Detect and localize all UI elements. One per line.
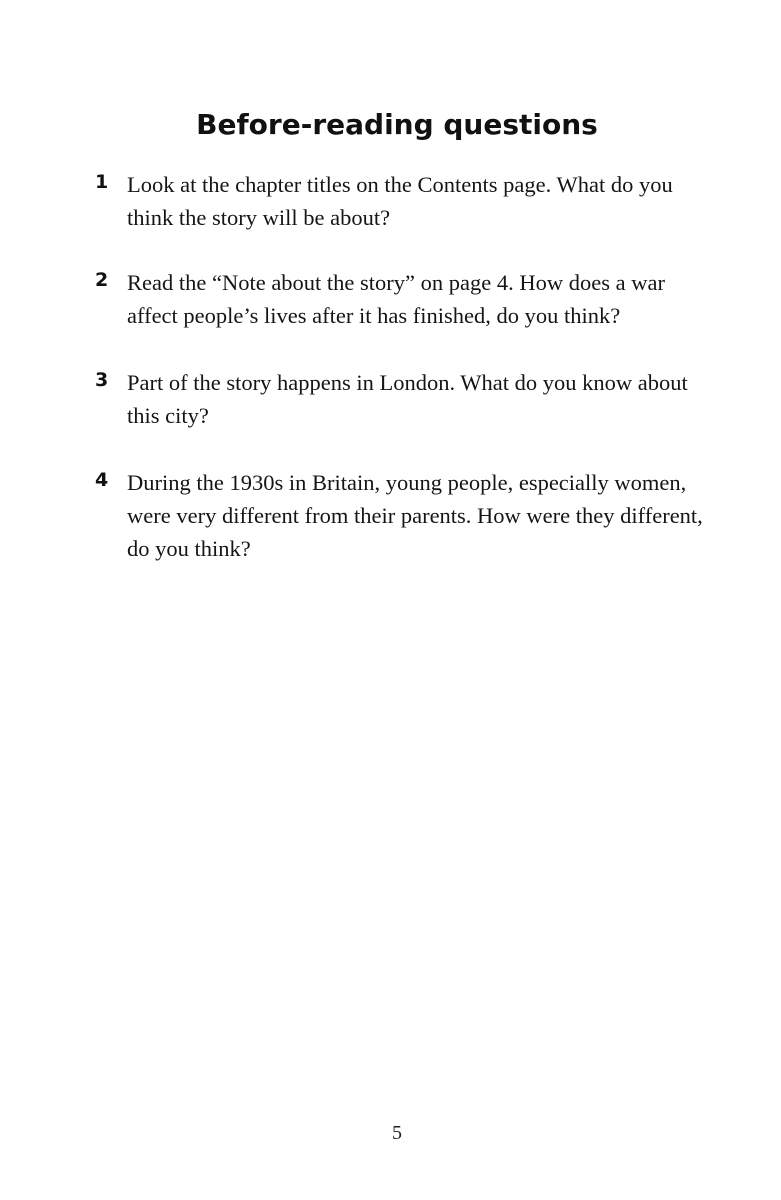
question-text: Part of the story happens in London. What do you know about this city? [127, 370, 688, 428]
question-text: Read the “Note about the story” on page 4. How does a war affect people’s lives after it has finished, do you think? [127, 270, 665, 328]
page-title: Before-reading questions [196, 108, 598, 141]
question-text: Look at the chapter titles on the Contents page. What do you think the story will be about? [127, 172, 673, 230]
question-number: 1 [95, 171, 109, 193]
question-number: 4 [95, 469, 109, 491]
page-number: 5 [392, 1122, 402, 1144]
question-number: 2 [95, 269, 109, 291]
question-number: 3 [95, 369, 109, 391]
question-text: During the 1930s in Britain, young people, especially women, were very different from their parents. How were they different, do you think? [127, 470, 703, 561]
